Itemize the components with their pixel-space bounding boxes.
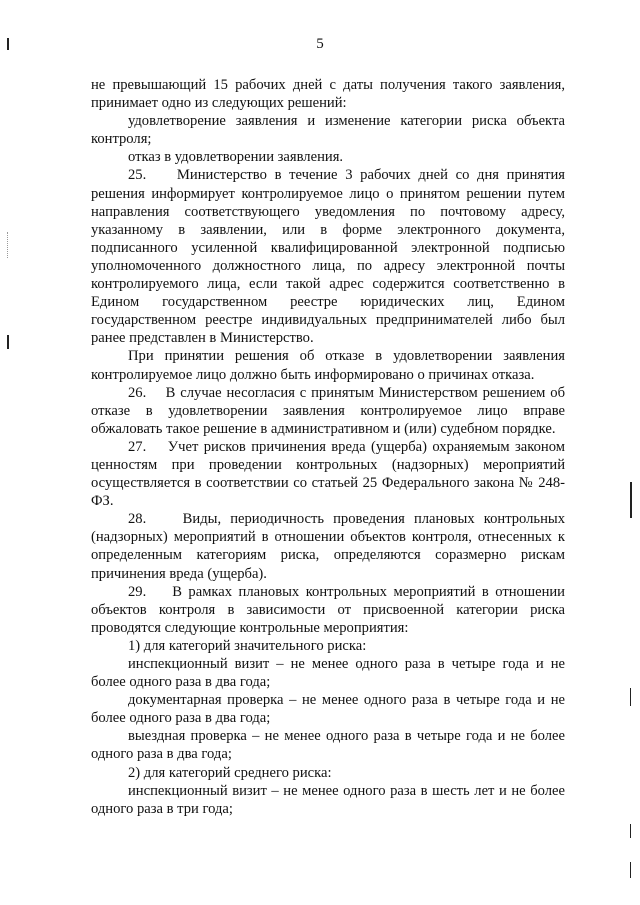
paragraph-medium-risk-heading: 2) для категорий среднего риска: — [128, 764, 332, 781]
paragraph-item-26: 26. В случае несогласия с принятым Министерством решением об отказе в удовлетворении заявления контролируемое лицо вправе обжаловать такое решение в административном и (или) судебном порядке. — [91, 384, 565, 437]
scan-artifact-mark — [7, 335, 9, 349]
page-number: 5 — [316, 36, 324, 52]
paragraph-continuation: не превышающий 15 рабочих дней с даты получения такого заявления, принимает одно из следующих решений: — [91, 77, 565, 112]
scan-artifact-mark — [630, 482, 632, 518]
scan-artifact-mark — [630, 688, 631, 706]
paragraph-inspection-visit-medium: инспекционный визит – не менее одного раза в шесть лет и не более одного раза в три года; — [91, 782, 565, 817]
paragraph-option-approve: удовлетворение заявления и изменение категории риска объекта контроля; — [91, 113, 565, 148]
paragraph-item-25: 25. Министерство в течение 3 рабочих дней со дня принятия решения информирует контролируемое лицо о принятом решении путем направления соответствующего уведомления по почтовому адресу, указанному в заявлении, или в форме электронного документа, подписанного усиленной квалифицированной электронной подписью уполномоченного должностного лица, по адресу электронной почты контролируемого лица, если такой адрес содержится соответственно в Едином государственном реестре юридических лиц, Едином государственном реестре индивидуальных предпринимателей либо был ранее представлен в Министерство. — [91, 167, 565, 347]
paragraph-significant-risk-heading: 1) для категорий значительного риска: — [128, 637, 367, 654]
paragraph-option-refuse: отказ в удовлетворении заявления. — [128, 149, 344, 166]
paragraph-field-check: выездная проверка – не менее одного раза в четыре года и не более одного раза в два года; — [91, 728, 565, 763]
paragraph-documentary-check: документарная проверка – не менее одного раза в четыре года и не более одного раза в два года; — [91, 692, 565, 727]
paragraph-inspection-visit: инспекционный визит – не менее одного раза в четыре года и не более одного раза в два года; — [91, 656, 565, 691]
scan-artifact-dots — [7, 232, 9, 258]
scan-artifact-mark — [630, 862, 631, 878]
paragraph-item-29: 29. В рамках плановых контрольных мероприятий в отношении объектов контроля в зависимости от присвоенной категории риска проводятся следующие контрольные мероприятия: — [91, 583, 565, 636]
document-body — [91, 76, 565, 818]
paragraph-refusal-reasons: При принятии решения об отказе в удовлетворении заявления контролируемое лицо должно быть информировано о причинах отказа. — [91, 348, 565, 383]
paragraph-item-27: 27. Учет рисков причинения вреда (ущерба) охраняемым законом ценностям при проведении контрольных (надзорных) мероприятий осуществляется в соответствии со статьей 25 Федерального закона № 248-ФЗ. — [91, 438, 565, 510]
paragraph-item-28: 28. Виды, периодичность проведения плановых контрольных (надзорных) мероприятий в отношении объектов контроля, отнесенных к определенным категориям риска, определяются соразмерно рискам причинения вреда (ущерба). — [91, 511, 565, 582]
scan-artifact-mark — [630, 824, 631, 838]
